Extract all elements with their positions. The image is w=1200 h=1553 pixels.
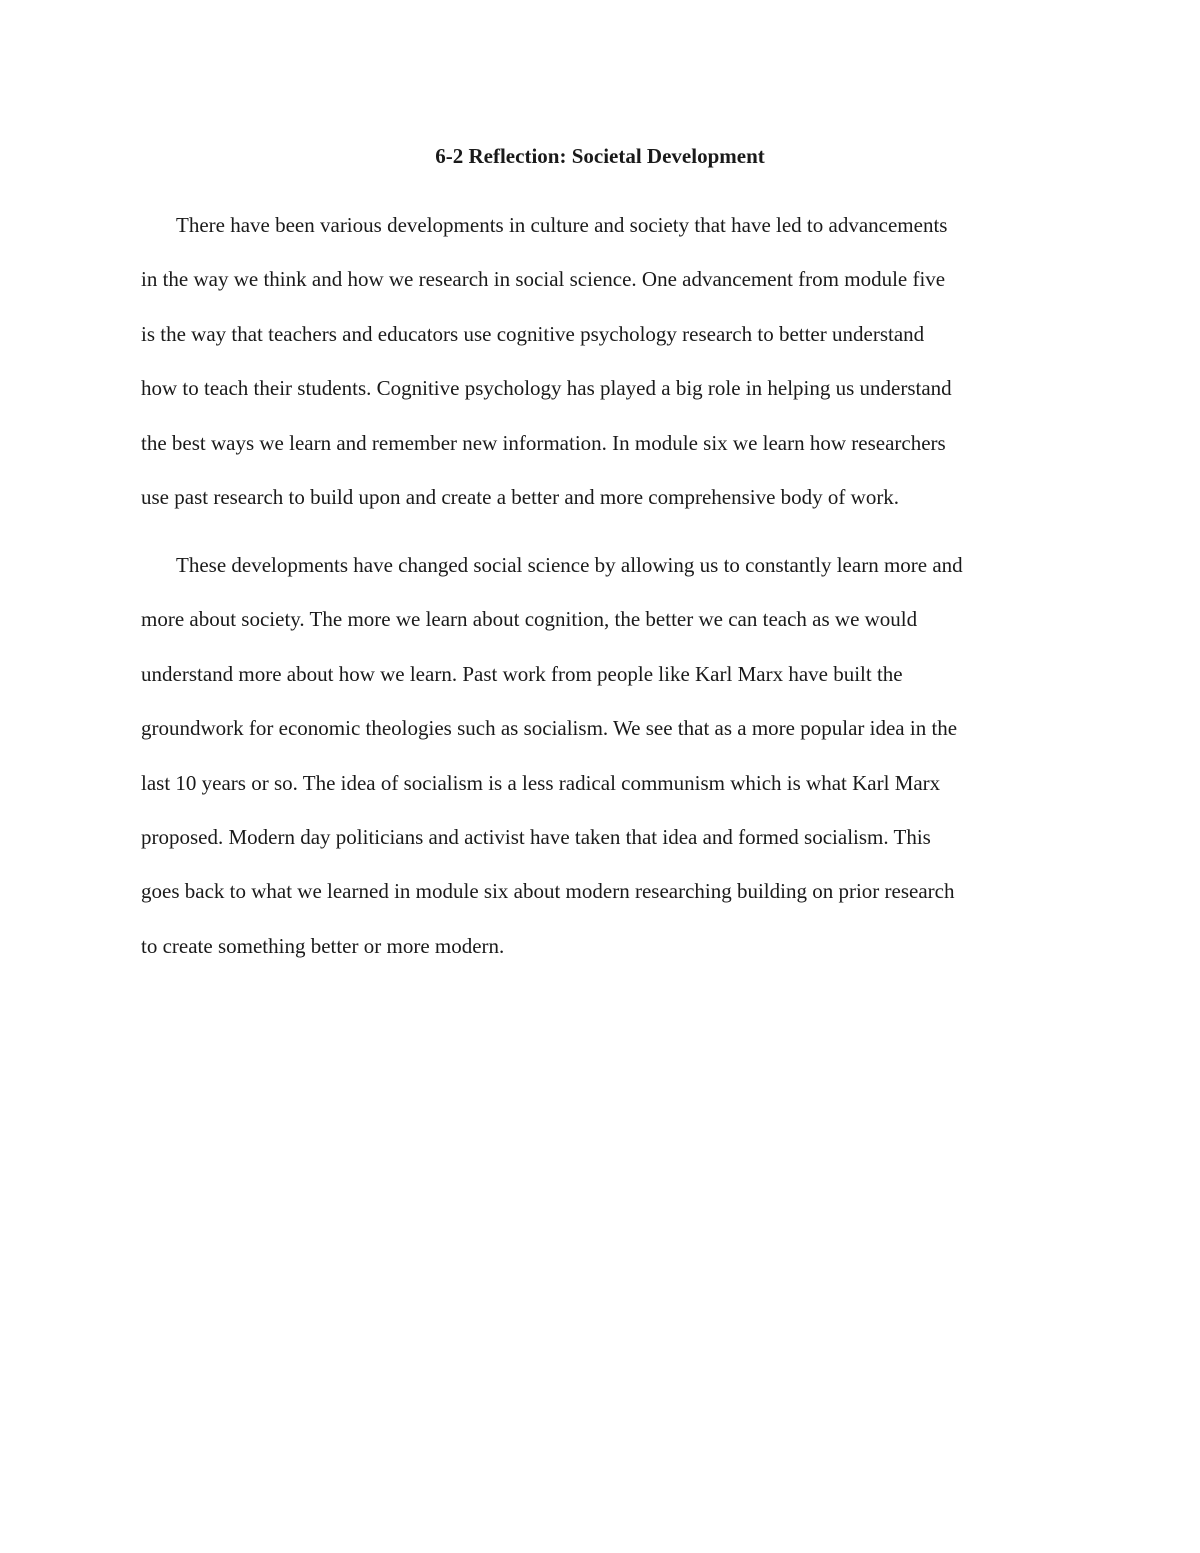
paragraph-line: goes back to what we learned in module six about modern researching building on prior research — [141, 879, 955, 904]
document-title: 6-2 Reflection: Societal Development — [435, 144, 765, 168]
paragraph-line: understand more about how we learn. Past work from people like Karl Marx have built the — [141, 661, 903, 686]
paragraph-2 — [141, 538, 1071, 973]
paragraph-line: use past research to build upon and create a better and more comprehensive body of work. — [141, 485, 900, 510]
paragraph-line: in the way we think and how we research in social science. One advancement from module five — [141, 267, 946, 292]
paragraph-line: to create something better or more modern. — [141, 933, 505, 958]
paragraph-line: is the way that teachers and educators use cognitive psychology research to better understand — [141, 321, 925, 346]
paragraph-line: There have been various developments in culture and society that have led to advancements — [176, 213, 948, 237]
paragraph-line: the best ways we learn and remember new information. In module six we learn how researchers — [141, 430, 946, 455]
paragraph-line: last 10 years or so. The idea of socialism is a less radical communism which is what Karl Marx — [141, 770, 941, 795]
paragraph-line: These developments have changed social science by allowing us to constantly learn more and — [176, 553, 963, 577]
paragraph-1 — [141, 198, 1071, 524]
paragraph-line: proposed. Modern day politicians and activist have taken that idea and formed socialism. This — [141, 825, 931, 850]
paragraph-line: more about society. The more we learn about cognition, the better we can teach as we would — [141, 607, 918, 632]
paragraph-line: how to teach their students. Cognitive psychology has played a big role in helping us understand — [141, 376, 952, 401]
paragraph-line: groundwork for economic theologies such as socialism. We see that as a more popular idea in the — [141, 716, 958, 741]
